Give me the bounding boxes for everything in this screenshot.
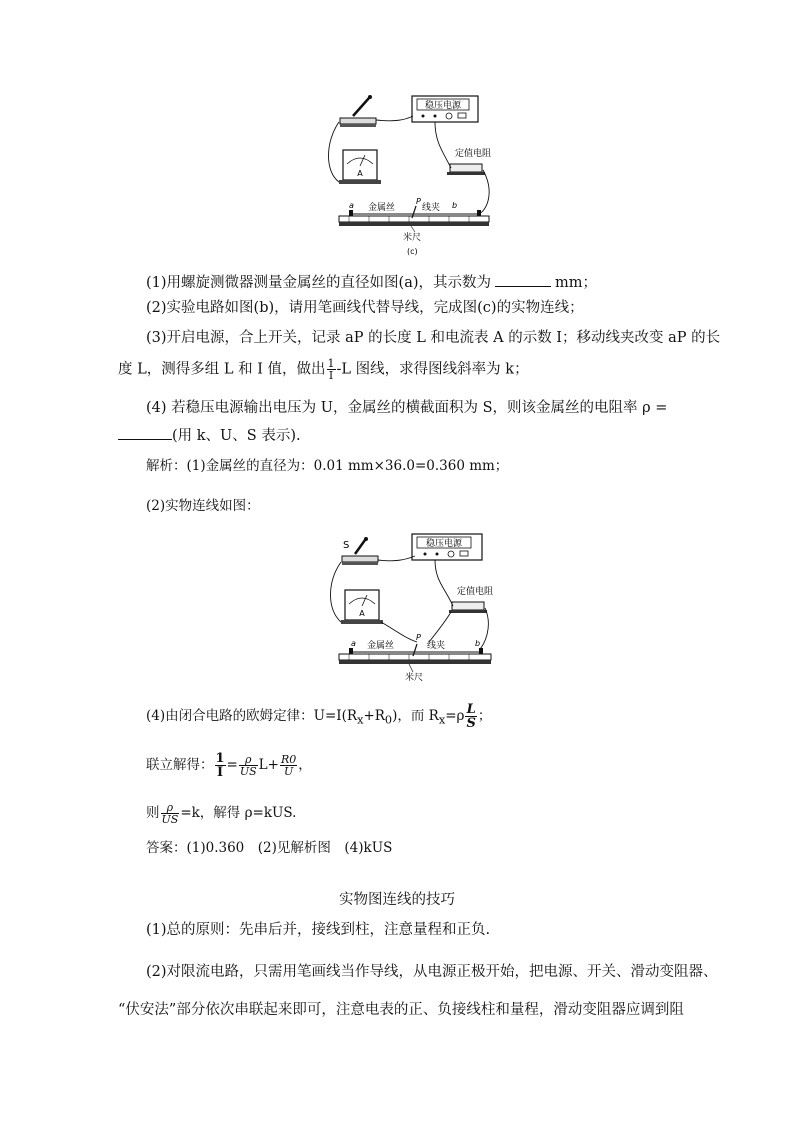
solution-2: (2)实物连线如图： bbox=[146, 498, 260, 514]
fraction-denominator: US bbox=[239, 765, 257, 778]
subscript-x-2: x bbox=[438, 713, 446, 727]
question-3-line1: (3)开启电源，合上开关，记录 aP 的长度 L 和电流表 A 的示数 I；移动线夹改变 aP 的长 bbox=[146, 330, 721, 346]
question-4-line2 bbox=[118, 425, 301, 446]
solution-4 bbox=[146, 703, 491, 731]
fraction-numerator: R0 bbox=[280, 753, 297, 766]
ammeter-icon bbox=[339, 150, 381, 184]
figure-caption: (c) bbox=[407, 247, 418, 256]
fraction-denominator: S bbox=[466, 716, 476, 731]
question-1-unit: mm； bbox=[555, 275, 597, 291]
metal-wire-label: 金属丝 bbox=[368, 203, 396, 213]
metal-wire-label: 金属丝 bbox=[367, 641, 395, 651]
solution-6 bbox=[146, 802, 296, 825]
resistor-label: 定值电阻 bbox=[456, 587, 494, 597]
fraction-rho-over-us bbox=[239, 754, 258, 777]
solution-5-text: 联立解得： bbox=[146, 757, 214, 773]
answer-blank-1[interactable] bbox=[495, 272, 551, 287]
fraction-numerator: 1 bbox=[215, 751, 225, 766]
ammeter-label: A bbox=[357, 169, 363, 178]
question-4-line1: (4) 若稳压电源输出电压为 U，金属丝的横截面积为 S，则该金属丝的电阻率 ρ = bbox=[146, 400, 668, 416]
fraction-denominator: US bbox=[161, 813, 179, 826]
terminal-b-label: b bbox=[475, 639, 481, 648]
fraction-l-over-s bbox=[465, 703, 476, 730]
clip-p-label: P bbox=[416, 633, 421, 642]
power-supply-icon bbox=[412, 534, 482, 560]
resistor-label: 定值电阻 bbox=[454, 149, 492, 159]
question-1 bbox=[146, 272, 597, 293]
solution-4-text-3: )，而 R bbox=[392, 708, 439, 724]
clip-label: 线夹 bbox=[427, 641, 446, 651]
switch-icon bbox=[340, 95, 376, 127]
tip-1: (1)总的原则：先串后并，接线到柱，注意量程和正负. bbox=[146, 922, 491, 938]
ruler-icon bbox=[339, 216, 489, 226]
equals-sign: = bbox=[226, 757, 238, 773]
clip-label: 线夹 bbox=[422, 203, 441, 213]
power-supply-icon bbox=[412, 96, 478, 122]
subscript-0: 0 bbox=[384, 713, 393, 727]
power-supply-label: 稳压电源 bbox=[424, 101, 462, 111]
terminal-a-label: a bbox=[349, 201, 354, 210]
ammeter-icon bbox=[341, 590, 383, 624]
circuit-figure-c bbox=[325, 92, 505, 264]
answer-blank-4[interactable] bbox=[118, 425, 172, 440]
question-3-line2 bbox=[118, 358, 529, 381]
solution-4-text: (4)由闭合电路的欧姆定律：U=I(R bbox=[146, 708, 358, 724]
fraction-r0-over-u bbox=[280, 754, 297, 777]
terminal-b-label: b bbox=[452, 201, 458, 210]
question-3-text-end: -L 图线，求得图线斜率为 k； bbox=[336, 361, 529, 378]
solution-4-text-2: +R bbox=[363, 708, 385, 724]
question-3-text: 度 L，测得多组 L 和 I 值，做出 bbox=[118, 361, 326, 378]
fraction-numerator: ρ bbox=[239, 754, 258, 766]
fraction-denominator: I bbox=[216, 765, 224, 780]
fraction-1-over-i bbox=[215, 752, 226, 779]
answer-line: 答案：(1)0.360 (2)见解析图 (4)kUS bbox=[146, 840, 393, 856]
fraction-numerator: L bbox=[466, 702, 476, 717]
circuit-figure-solution bbox=[325, 526, 505, 688]
fraction-denominator: U bbox=[283, 765, 294, 778]
ruler-icon bbox=[339, 654, 491, 664]
fraction-rho-over-us bbox=[161, 802, 180, 825]
question-4-text-end: (用 k、U、S 表示). bbox=[172, 428, 301, 444]
tip-2-line2: “伏安法”部分依次串联起来即可，注意电表的正、负接线柱和量程，滑动变阻器应调到阻 bbox=[118, 1002, 684, 1018]
solution-4-text-4: =ρ bbox=[445, 708, 465, 724]
solution-5-mid: L+ bbox=[258, 757, 279, 773]
resistor-icon bbox=[449, 585, 493, 613]
ruler-label: 米尺 bbox=[405, 673, 424, 683]
tips-title: 实物图连线的技巧 bbox=[339, 892, 455, 908]
tip-2-line1: (2)对限流电路，只需用笔画线当作导线，从电源正极开始，把电源、开关、滑动变阻器、 bbox=[146, 964, 718, 980]
question-1-text: (1)用螺旋测微器测量金属丝的直径如图(a)，其示数为 bbox=[146, 275, 491, 291]
solution-6-end: =k，解得 ρ=kUS. bbox=[180, 805, 297, 821]
switch-label: S bbox=[343, 540, 350, 551]
fraction-denominator: I bbox=[328, 369, 334, 382]
question-2: (2)实验电路如图(b)，请用笔画线代替导线，完成图(c)的实物连线； bbox=[146, 300, 584, 316]
power-supply-label: 稳压电源 bbox=[425, 539, 463, 549]
resistor-icon bbox=[447, 147, 491, 175]
fraction-1-over-i bbox=[327, 358, 336, 381]
solution-5-end: ， bbox=[298, 757, 312, 773]
solution-4-end: ； bbox=[477, 708, 492, 724]
solution-1: 解析：(1)金属丝的直径为：0.01 mm×36.0=0.360 mm； bbox=[146, 458, 509, 474]
clip-p-label: P bbox=[416, 197, 421, 206]
solution-5 bbox=[146, 752, 312, 779]
terminal-a-label: a bbox=[351, 639, 356, 648]
ruler-label: 米尺 bbox=[403, 233, 422, 243]
ammeter-label: A bbox=[359, 609, 365, 618]
fraction-numerator: 1 bbox=[327, 357, 335, 370]
solution-6-text: 则 bbox=[146, 805, 160, 821]
subscript-x: x bbox=[357, 713, 364, 727]
fraction-numerator: ρ bbox=[161, 802, 180, 814]
